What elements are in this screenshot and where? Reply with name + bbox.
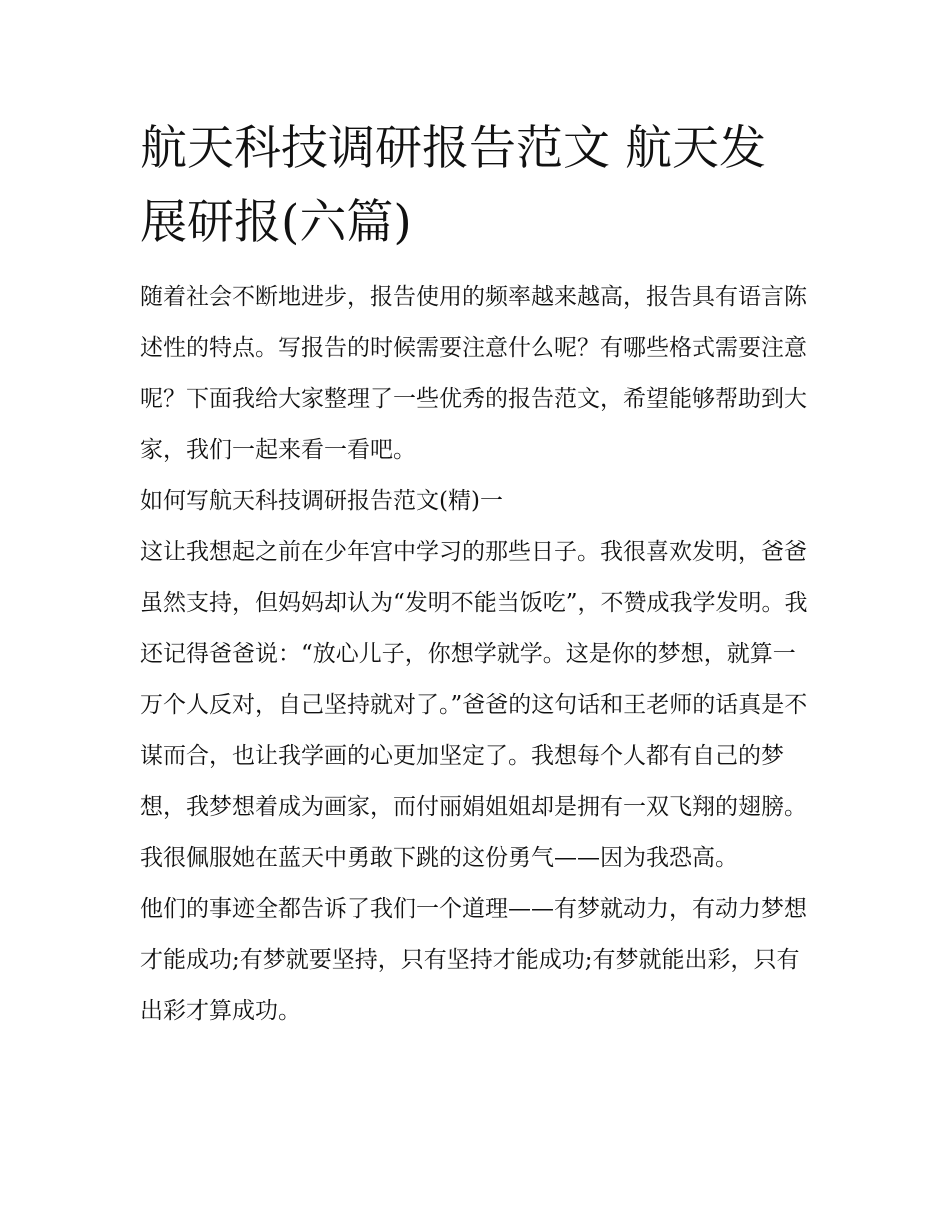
body-paragraph: 他们的事迹全都告诉了我们一个道理——有梦就动力，有动力梦想才能成功;有梦就要坚持，只有坚持才能成功;有梦就能出彩，只有出彩才算成功。 — [140, 896, 807, 1024]
document-content — [140, 112, 812, 1037]
body-paragraph: 这让我想起之前在少年宫中学习的那些日子。我很喜欢发明，爸爸虽然支持，但妈妈却认为“发明不能当饭吃”，不赞成我学发明。我还记得爸爸说：“放心儿子，你想学就学。这是你的梦想，就算一万个人反对，自己坚持就对了。”爸爸的这句话和王老师的话真是不谋而合，也让我学画的心更加坚定了。我想每个人都有自己的梦想，我梦想着成为画家，而付丽娟姐姐却是拥有一双飞翔的翅膀。我很佩服她在蓝天中勇敢下跳的这份勇气——因为我恐高。 — [140, 539, 808, 871]
section-heading: 如何写航天科技调研报告范文(精)一 — [140, 488, 503, 514]
document-body — [140, 272, 812, 1037]
document-title: 航天科技调研报告范文 航天发展研报(六篇) — [140, 121, 766, 250]
intro-paragraph: 随着社会不断地进步，报告使用的频率越来越高，报告具有语言陈述性的特点。写报告的时候需要注意什么呢？有哪些格式需要注意呢？下面我给大家整理了一些优秀的报告范文，希望能够帮助到大家，我们一起来看一看吧。 — [140, 284, 807, 463]
